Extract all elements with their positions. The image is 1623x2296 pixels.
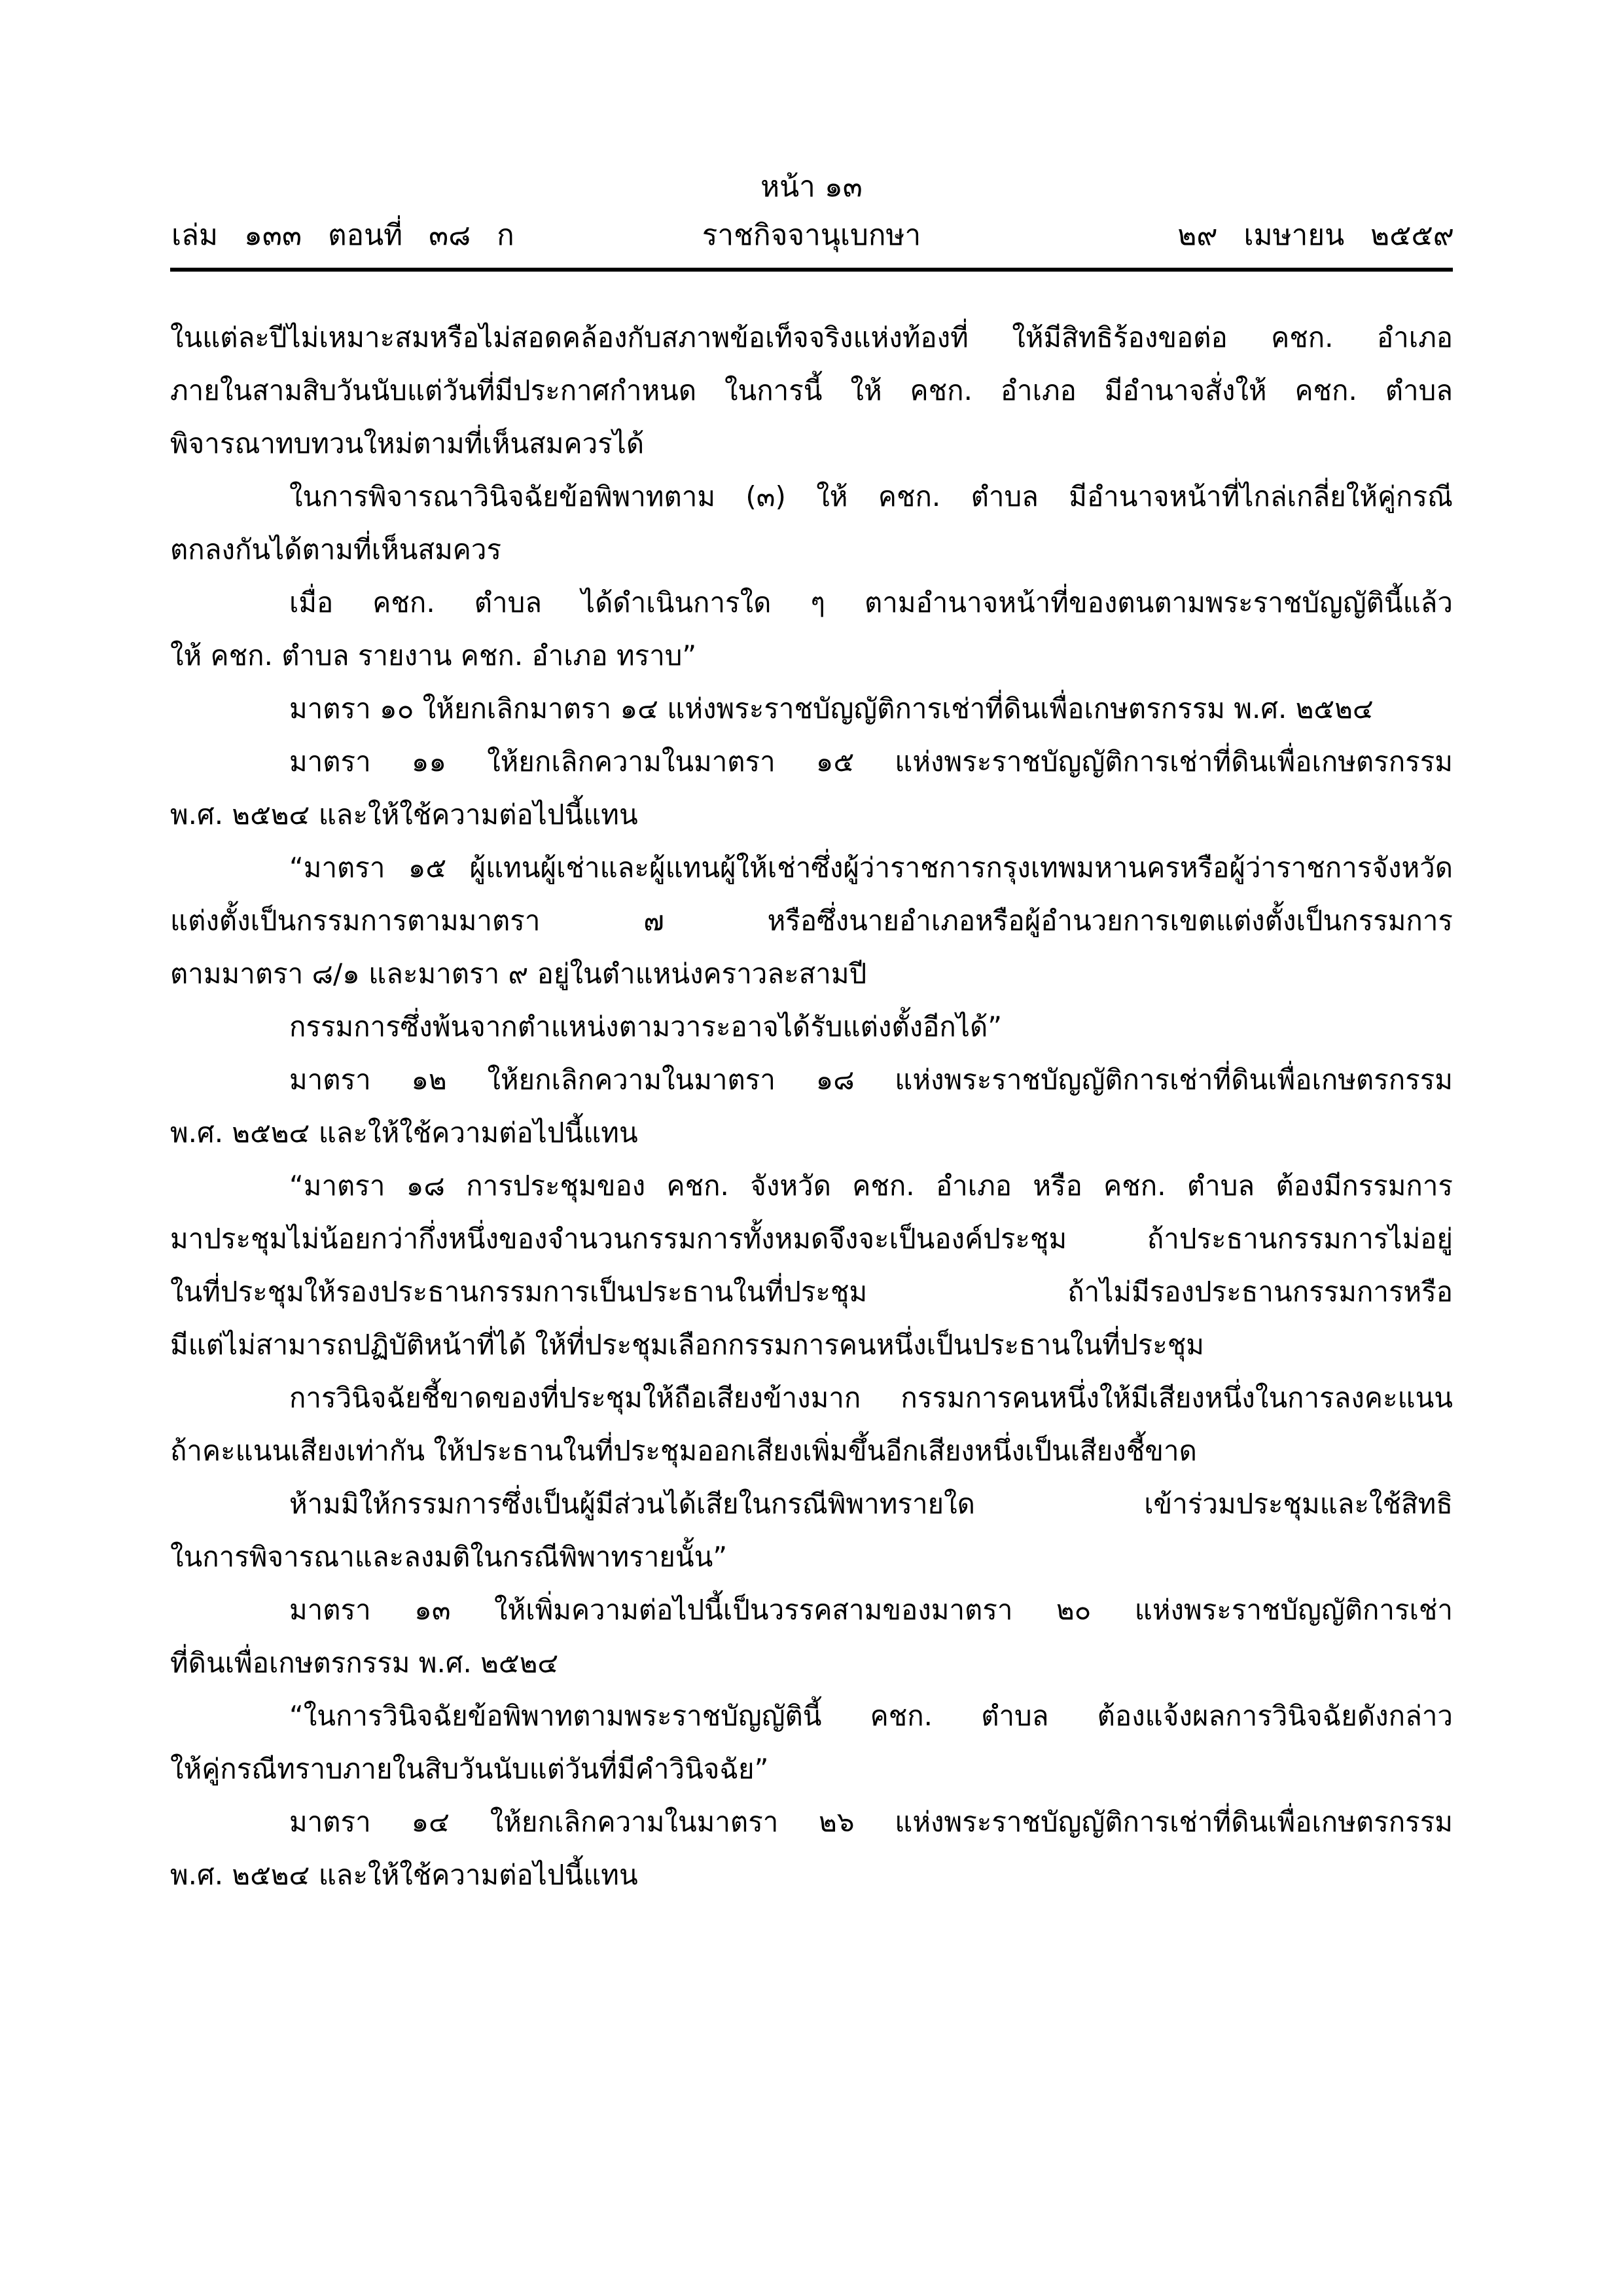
section-line: มาตรา ๑๒ ให้ยกเลิกความในมาตรา ๑๘ แห่งพระราชบัญญัติการเช่าที่ดินเพื่อเกษตรกรรม xyxy=(289,1064,1453,1096)
text-line: ในที่ประชุมให้รองประธานกรรมการเป็นประธานในที่ประชุม ถ้าไม่มีรองประธานกรรมการหรือ xyxy=(170,1276,1453,1308)
text-line: มีแต่ไม่สามารถปฏิบัติหน้าที่ได้ ให้ที่ประชุมเลือกกรรมการคนหนึ่งเป็นประธานในที่ประชุม xyxy=(170,1329,1204,1361)
text-line: พ.ศ. ๒๕๒๔ และให้ใช้ความต่อไปนี้แทน xyxy=(170,1117,638,1149)
document-body xyxy=(170,311,1453,1901)
publication-date: ๒๙ เมษายน ๒๕๕๙ xyxy=(1177,219,1454,252)
text-line: มาประชุมไม่น้อยกว่ากึ่งหนึ่งของจำนวนกรรมการทั้งหมดจึงจะเป็นองค์ประชุม ถ้าประธานกรรมการไม่อยู่ xyxy=(170,1223,1453,1255)
header-divider xyxy=(170,268,1453,272)
volume-issue: เล่ม ๑๓๓ ตอนที่ ๓๘ ก xyxy=(171,219,514,252)
text-line: พ.ศ. ๒๕๒๔ และให้ใช้ความต่อไปนี้แทน xyxy=(170,798,638,831)
text-line: ตามมาตรา ๘/๑ และมาตรา ๙ อยู่ในตำแหน่งคราวละสามปี xyxy=(170,958,867,990)
gazette-title: ราชกิจจานุเบกษา xyxy=(702,219,921,252)
section-line: “มาตรา ๑๘ การประชุมของ คชก. จังหวัด คชก. อำเภอ หรือ คชก. ตำบล ต้องมีกรรมการ xyxy=(289,1170,1453,1202)
text-line: ให้คู่กรณีทราบภายในสิบวันนับแต่วันที่มีคำวินิจฉัย” xyxy=(170,1753,769,1785)
text-line: ในการพิจารณาและลงมติในกรณีพิพาทรายนั้น” xyxy=(170,1541,728,1573)
text-line: ถ้าคะแนนเสียงเท่ากัน ให้ประธานในที่ประชุมออกเสียงเพิ่มขึ้นอีกเสียงหนึ่งเป็นเสียงชี้ขาด xyxy=(170,1435,1197,1467)
text-line: ภายในสามสิบวันนับแต่วันที่มีประกาศกำหนด ในการนี้ ให้ คชก. อำเภอ มีอำนาจสั่งให้ คชก. ตำบล xyxy=(170,374,1453,406)
section-line: มาตรา ๑๓ ให้เพิ่มความต่อไปนี้เป็นวรรคสามของมาตรา ๒๐ แห่งพระราชบัญญัติการเช่า xyxy=(289,1594,1453,1626)
text-line: ตกลงกันได้ตามที่เห็นสมควร xyxy=(170,533,502,565)
text-line: พิจารณาทบทวนใหม่ตามที่เห็นสมควรได้ xyxy=(170,427,645,459)
text-line: ให้ คชก. ตำบล รายงาน คชก. อำเภอ ทราบ” xyxy=(170,639,697,672)
section-line: มาตรา ๑๐ ให้ยกเลิกมาตรา ๑๔ แห่งพระราชบัญญัติการเช่าที่ดินเพื่อเกษตรกรรม พ.ศ. ๒๕๒๔ xyxy=(289,692,1374,725)
text-line: พ.ศ. ๒๕๒๔ และให้ใช้ความต่อไปนี้แทน xyxy=(170,1859,638,1891)
section-line: มาตรา ๑๑ ให้ยกเลิกความในมาตรา ๑๕ แห่งพระราชบัญญัติการเช่าที่ดินเพื่อเกษตรกรรม xyxy=(289,745,1453,778)
text-line: ในการพิจารณาวินิจฉัยข้อพิพาทตาม (๓) ให้ คชก. ตำบล มีอำนาจหน้าที่ไกล่เกลี่ยให้คู่กรณี xyxy=(289,480,1453,512)
text-line: ในแต่ละปีไม่เหมาะสมหรือไม่สอดคล้องกับสภาพข้อเท็จจริงแห่งท้องที่ ให้มีสิทธิร้องขอต่อ คชก. อำเภอ xyxy=(170,321,1453,353)
text-line: แต่งตั้งเป็นกรรมการตามมาตรา ๗ หรือซึ่งนายอำเภอหรือผู้อำนวยการเขตแต่งตั้งเป็นกรรมการ xyxy=(170,905,1453,937)
text-line: เมื่อ คชก. ตำบล ได้ดำเนินการใด ๆ ตามอำนาจหน้าที่ของตนตามพระราชบัญญัตินี้แล้ว xyxy=(289,586,1453,619)
text-line: “ในการวินิจฉัยข้อพิพาทตามพระราชบัญญัตินี้ คชก. ตำบล ต้องแจ้งผลการวินิจฉัยดังกล่าว xyxy=(289,1700,1453,1732)
section-line: “มาตรา ๑๕ ผู้แทนผู้เช่าและผู้แทนผู้ให้เช่าซึ่งผู้ว่าราชการกรุงเทพมหานครหรือผู้ว่าราชการจังหวัด xyxy=(289,852,1453,884)
text-line: ห้ามมิให้กรรมการซึ่งเป็นผู้มีส่วนได้เสียในกรณีพิพาทรายใด เข้าร่วมประชุมและใช้สิทธิ xyxy=(289,1488,1453,1520)
section-line: มาตรา ๑๔ ให้ยกเลิกความในมาตรา ๒๖ แห่งพระราชบัญญัติการเช่าที่ดินเพื่อเกษตรกรรม xyxy=(289,1806,1453,1838)
text-line: กรรมการซึ่งพ้นจากตำแหน่งตามวาระอาจได้รับแต่งตั้งอีกได้” xyxy=(289,1011,1002,1043)
text-line: การวินิจฉัยชี้ขาดของที่ประชุมให้ถือเสียงข้างมาก กรรมการคนหนึ่งให้มีเสียงหนึ่งในการลงคะแนน xyxy=(289,1382,1453,1414)
page-number: หน้า ๑๓ xyxy=(760,170,863,204)
text-line: ที่ดินเพื่อเกษตรกรรม พ.ศ. ๒๕๒๔ xyxy=(170,1647,559,1679)
